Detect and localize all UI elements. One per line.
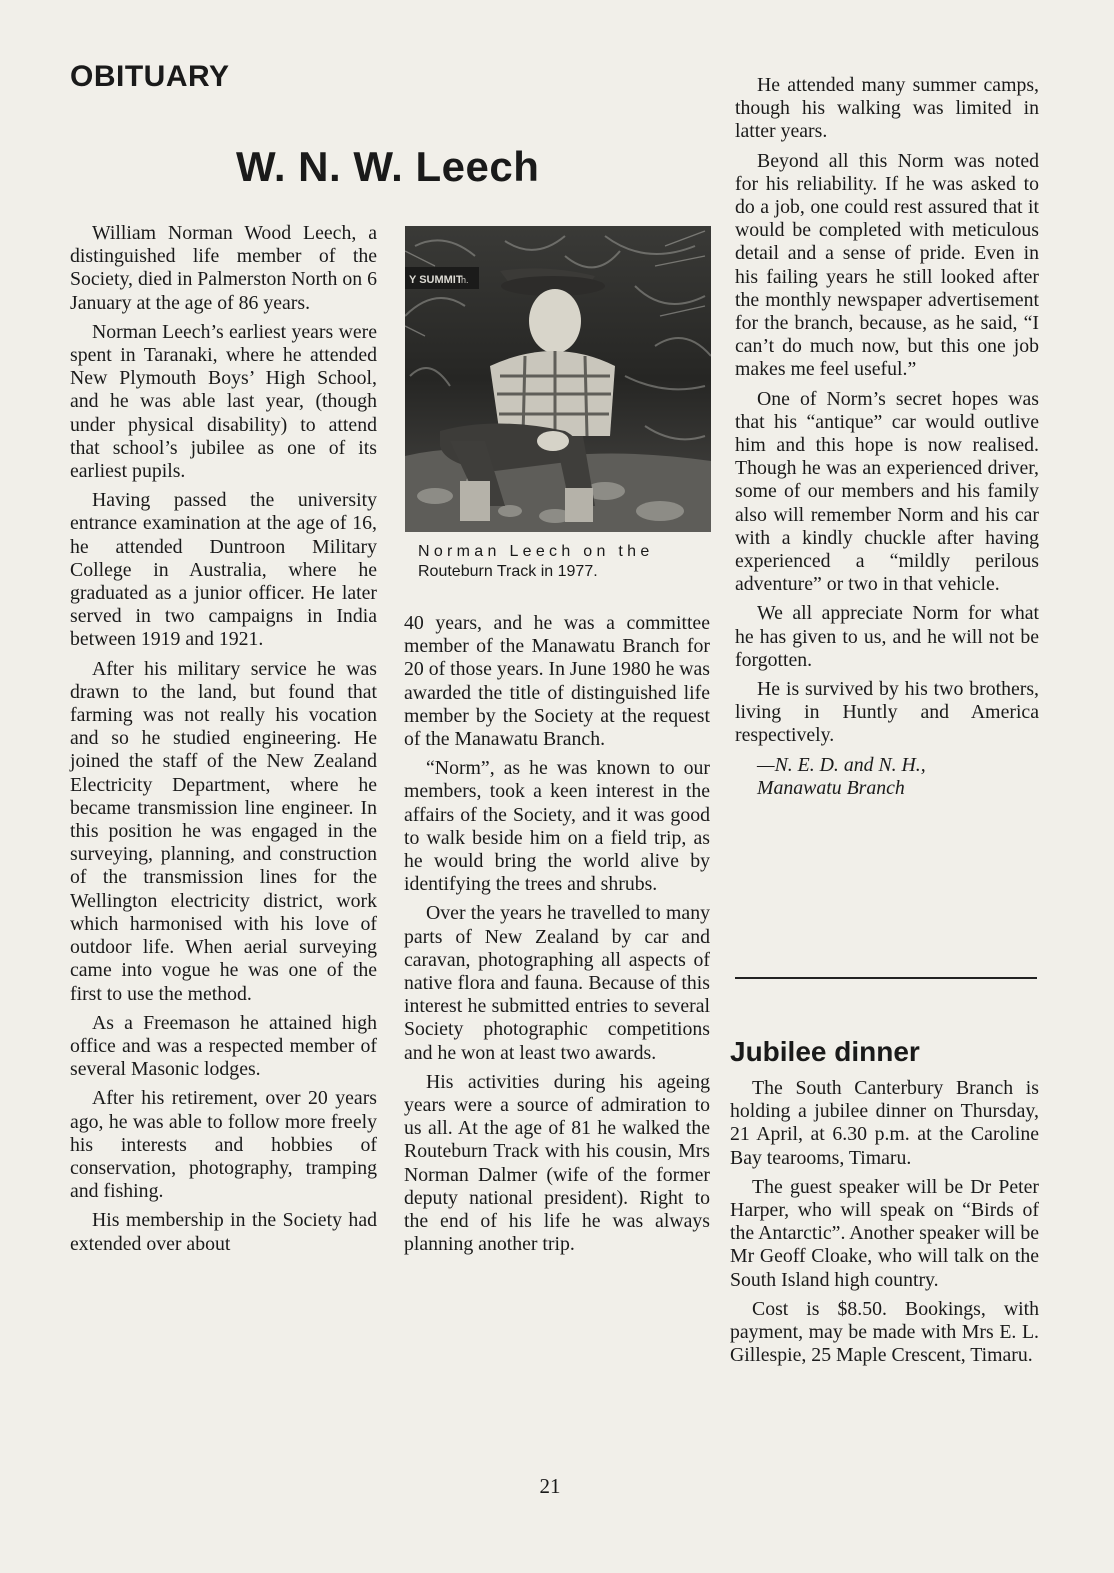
page-number: 21 — [539, 1474, 561, 1498]
article-paragraph: We all appreciate Norm for what he has given to us, and he will not be forgotten. — [735, 602, 1039, 671]
article-paragraph: His activities during his ageing years were a source of admiration to us all. At the age of 81 he walked the Routeburn Track with his cousin, Mrs Norman Dalmer (wife of the former deputy national president). Right to the end of his life he was always planning another trip. — [404, 1070, 710, 1256]
article-column-3 — [735, 74, 1039, 806]
photo-illustration — [405, 226, 711, 532]
obituary-headline: W. N. W. Leech — [236, 143, 540, 190]
trail-sign-subtext: h. — [461, 275, 469, 285]
article-paragraph: After his retirement, over 20 years ago, he was able to follow more freely his interests and hobbies of conservation, photography, tramping and fishing. — [70, 1087, 377, 1203]
article-paragraph: Beyond all this Norm was noted for his reliability. If he was asked to do a job, one could rest assured that it would be completed with meticulous detail and a sense of pride. Even in his failing years he still looked after the monthly newspaper advertisement for the branch, because, as he said, “I can’t do much now, but this one job makes me feel useful.” — [735, 149, 1039, 381]
article-paragraph: As a Freemason he attained high office and was a respected member of several Masonic lodges. — [70, 1011, 377, 1081]
article-paragraph: Norman Leech’s earliest years were spent in Taranaki, where he attended New Plymouth Boys’ High School, and he was able last year, (though under physical disability) to attend that school’s jubilee as one of its earliest pupils. — [70, 320, 377, 483]
article-paragraph: His membership in the Society had extended over about — [70, 1209, 377, 1255]
caption-line-2: Routeburn Track in 1977. — [418, 563, 598, 580]
article-paragraph: “Norm”, as he was known to our members, took a keen interest in the affairs of the Society, and it was good to walk beside him on a field trip, as he would bring the world alive by identifying the trees and shrubs. — [404, 757, 710, 896]
jubilee-article — [730, 1077, 1039, 1373]
article-paragraph: The guest speaker will be Dr Peter Harper, who will speak on “Birds of the Antarctic”. Another speaker will be Mr Geoff Cloake, who will talk on the South Island high country. — [730, 1175, 1039, 1291]
caption-line-1: Norman Leech on the — [418, 543, 654, 560]
article-column-1 — [70, 222, 377, 1262]
article-paragraph: William Norman Wood Leech, a distinguished life member of the Society, died in Palmerston North on 6 January at the age of 86 years. — [70, 222, 377, 314]
trail-sign-text: Y SUMMIT — [409, 274, 463, 286]
signature-line-2: Manawatu Branch — [757, 776, 905, 799]
article-paragraph: The South Canterbury Branch is holding a jubilee dinner on Thursday, 21 April, at 6.30 p.m. at the Caroline Bay tearooms, Timaru. — [730, 1077, 1039, 1169]
section-label: OBITUARY — [70, 60, 230, 93]
article-paragraph: Cost is $8.50. Bookings, with payment, may be made with Mrs E. L. Gillespie, 25 Maple Crescent, Timaru. — [730, 1297, 1039, 1367]
photo-caption — [418, 542, 703, 582]
article-paragraph: Having passed the university entrance examination at the age of 16, he attended Duntroon Military College in Australia, where he graduated as a junior officer. He later served in two campaigns in India between 1919 and 1921. — [70, 489, 377, 651]
article-paragraph: He attended many summer camps, though his walking was limited in latter years. — [735, 74, 1039, 143]
article-column-2 — [404, 612, 710, 1262]
article-paragraph: Over the years he travelled to many parts of New Zealand by car and caravan, photographing all aspects of native flora and fauna. Because of this interest he submitted entries to several Society photographic competitions and he won at least two awards. — [404, 902, 710, 1064]
article-paragraph: 40 years, and he was a committee member of the Manawatu Branch for 20 of those years. In June 1980 he was awarded the title of distinguished life member by the Society at the request of the Manawatu Branch. — [404, 612, 710, 751]
article-paragraph: After his military service he was drawn to the land, but found that farming was not really his vocation and so he studied engineering. He joined the staff of the New Zealand Electricity Department, where he became transmission line engineer. In this position he was engaged in the surveying, planning, and construction of the transmission lines for the Wellington electricity district, work which harmonised with his love of outdoor life. When aerial surveying came into vogue he was one of the first to use the method. — [70, 657, 377, 1005]
section-divider — [735, 977, 1037, 979]
signature-line-1: —N. E. D. and N. H., — [757, 753, 926, 776]
jubilee-heading: Jubilee dinner — [730, 1036, 920, 1067]
signature — [735, 754, 1039, 800]
article-paragraph: One of Norm’s secret hopes was that his “antique” car would outlive him and this hope is now realised. Though he was an experienced driver, some of our members and his family also will remember Norm and his car with a kindly chuckle after having experienced a “mildly perilous adventure” or two in that vehicle. — [735, 387, 1039, 596]
article-paragraph: He is survived by his two brothers, living in Huntly and America respectively. — [735, 678, 1039, 747]
portrait-photo — [405, 226, 711, 532]
